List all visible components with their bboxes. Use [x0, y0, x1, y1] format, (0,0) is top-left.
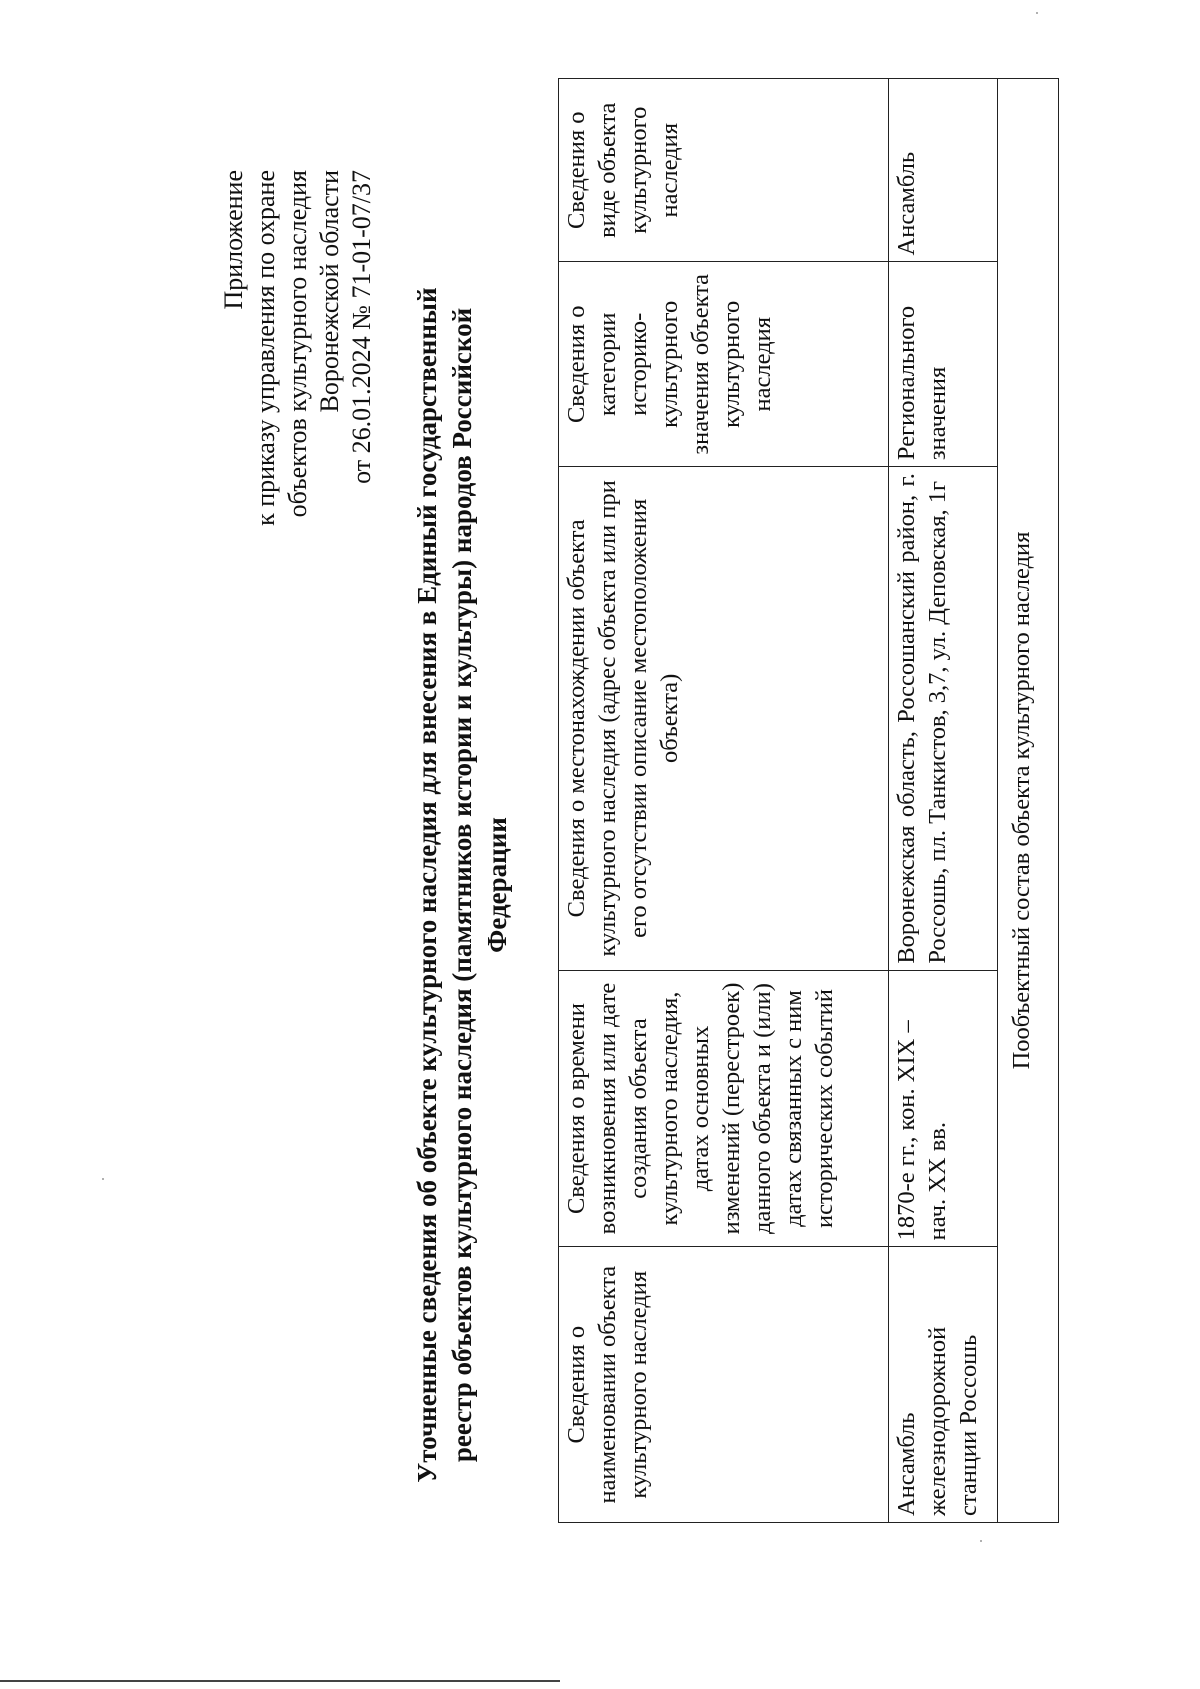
header-kind: Сведения о виде объекта культурного наследия [559, 79, 889, 262]
header-dates: Сведения о времени возникновения или дате создания объекта культурного наследия, датах основных изменений (перестроек) данного объекта и (или) датах связанных с ним исторических событий [559, 970, 889, 1247]
cell-kind: Ансамбль [889, 79, 998, 262]
scan-speck [102, 1178, 104, 1180]
table-row [889, 79, 998, 1523]
heritage-table [558, 78, 1059, 1523]
table-section-row [998, 79, 1059, 1523]
appendix-date-number: от 26.01.2024 № 71-01-07/37 [347, 170, 376, 484]
header-name: Сведения о наименовании объекта культурного наследия [559, 1247, 889, 1523]
appendix-authority: объектов культурного наследия [283, 170, 312, 518]
section-label: Пообъектный состав объекта культурного наследия [998, 79, 1059, 1523]
appendix-region: Воронежской области [315, 170, 344, 413]
cell-name: Ансамбль железнодорожной станции Россошь [889, 1247, 998, 1523]
cell-dates: 1870-е гг., кон. XIX – нач. XX вв. [889, 970, 998, 1247]
document-title: Уточненные сведения об объекте культурного наследия для внесения в Единый государственный реестр объектов культурного наследия (памятников истории и культуры) народов Российской Федерации [412, 287, 512, 1483]
appendix-block [218, 170, 378, 526]
header-location: Сведения о местонахождении объекта культурного наследия (адрес объекта или при его отсутствии описание местоположения объекта) [559, 467, 889, 971]
appendix-order-ref: к приказу управления по охране [251, 170, 280, 526]
cell-location: Воронежская область, Россошанский район, г. Россошь, пл. Танкистов, 3,7, ул. Деповская, 1г [889, 467, 998, 971]
scan-edge-line [0, 1680, 560, 1682]
scan-speck [1036, 12, 1038, 14]
table-header-row [559, 79, 889, 1523]
appendix-heading: Приложение [219, 170, 248, 310]
header-category: Сведения о категории историко-культурного значения объекта культурного наследия [559, 262, 889, 467]
cell-category: Регионального значения [889, 262, 998, 467]
scan-speck [980, 1540, 982, 1542]
